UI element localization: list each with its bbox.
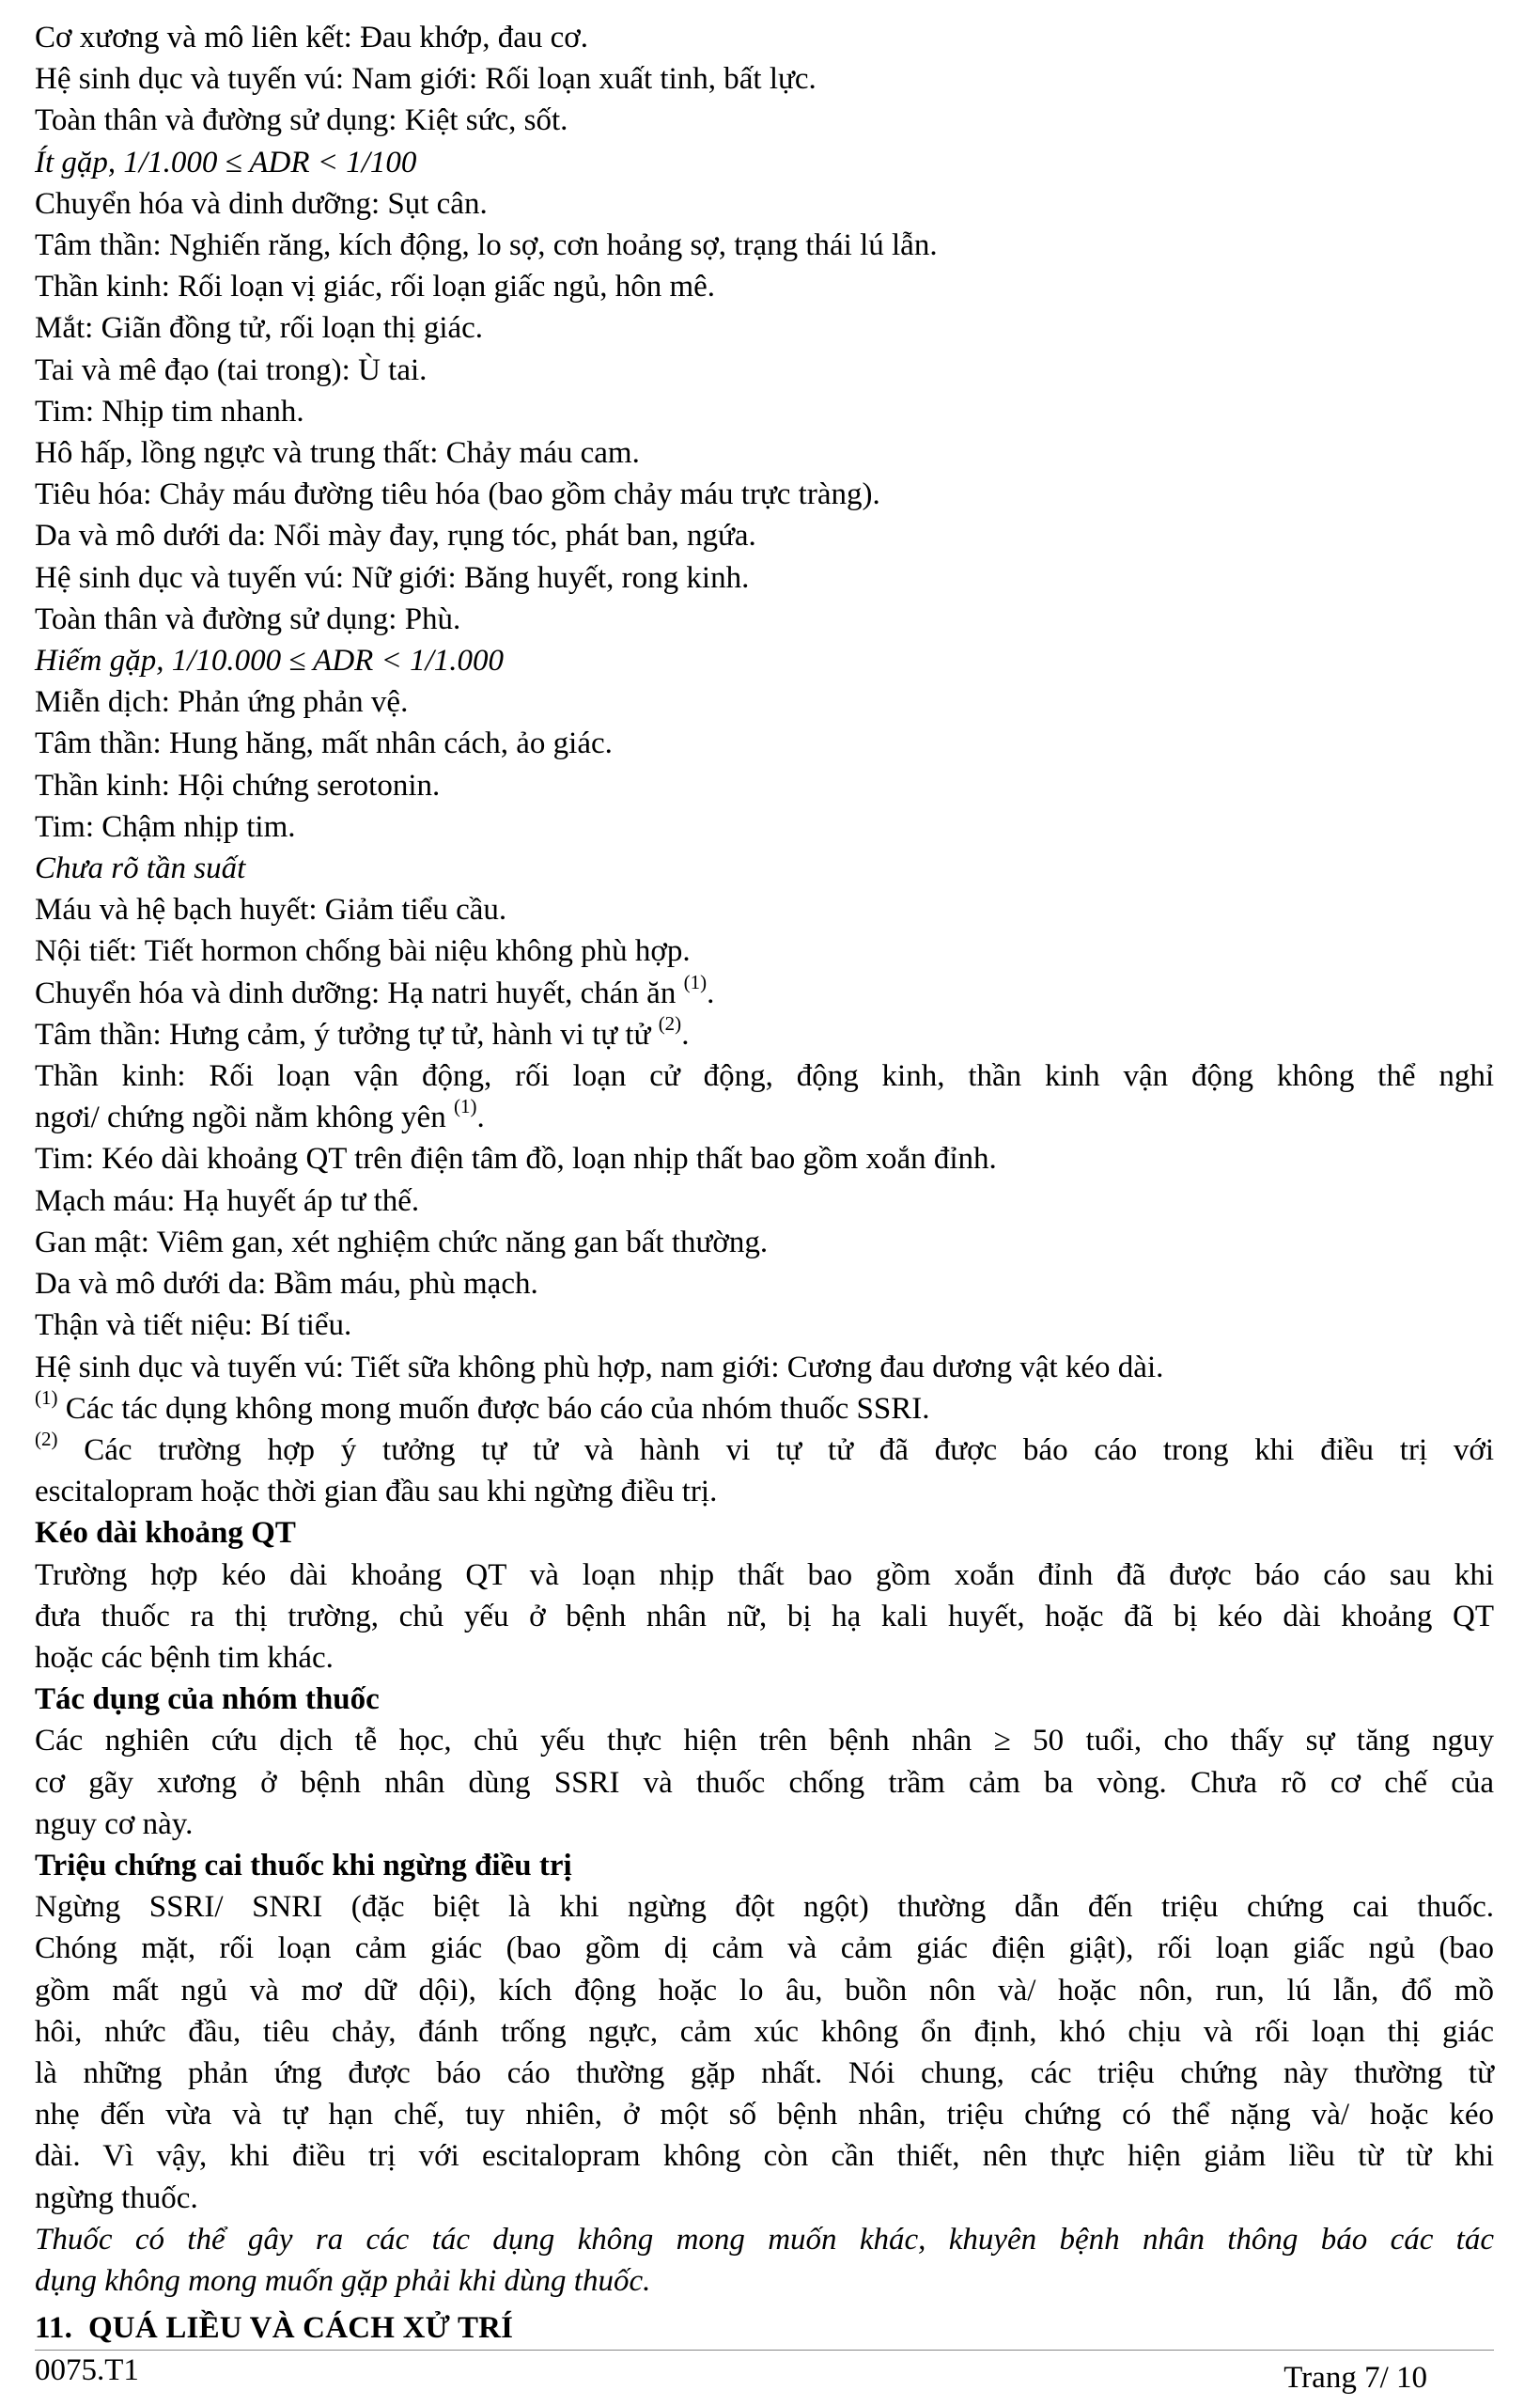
text-line: Máu và hệ bạch huyết: Giảm tiểu cầu.	[35, 893, 507, 928]
text-line: Thần kinh: Hội chứng serotonin.	[35, 768, 441, 803]
advice-line: Thuốc có thể gây ra các tác dụng không mong muốn khác, khuyên bệnh nhân thông báo các tác	[35, 2222, 1494, 2257]
text-line: Tim: Chậm nhịp tim.	[35, 809, 296, 844]
line-text: ngơi/ chứng ngồi nằm không yên	[35, 1101, 446, 1135]
paragraph-line: Các nghiên cứu dịch tễ học, chủ yếu thực hiện trên bệnh nhân ≥ 50 tuổi, cho thấy sự tăng nguy	[35, 1724, 1494, 1758]
text-line: Cơ xương và mô liên kết: Đau khớp, đau cơ.	[35, 21, 589, 55]
text-line: Tim: Kéo dài khoảng QT trên điện tâm đồ, loạn nhịp thất bao gồm xoắn đỉnh.	[35, 1142, 997, 1177]
footer-divider	[35, 2350, 1494, 2351]
text-line: Miễn dịch: Phản ứng phản vệ.	[35, 685, 409, 720]
text-line: Hệ sinh dục và tuyến vú: Nam giới: Rối loạn xuất tinh, bất lực.	[35, 62, 817, 97]
section-number: 11.	[35, 2311, 73, 2346]
text-line: Thận và tiết niệu: Bí tiểu.	[35, 1308, 352, 1343]
footnote-marker: (2)	[35, 1427, 58, 1450]
text-line: Hệ sinh dục và tuyến vú: Nữ giới: Băng huyết, rong kinh.	[35, 560, 750, 595]
text-line: Thần kinh: Rối loạn vị giác, rối loạn giấc ngủ, hôn mê.	[35, 270, 716, 305]
qt-heading: Kéo dài khoảng QT	[35, 1516, 296, 1551]
document-body	[35, 17, 1494, 2349]
paragraph-line: hôi, nhức đầu, tiêu chảy, đánh trống ngực, cảm xúc không ổn định, khó chịu và rối loạn thị giác	[35, 2014, 1494, 2049]
text-line: Tâm thần: Hưng cảm, ý tưởng tự tử, hành vi tự tử $^{(2)}$.	[35, 1011, 690, 1052]
paragraph-line: ngừng thuốc.	[35, 2180, 198, 2215]
footnote-2	[35, 1427, 1495, 1471]
paragraph-line: dài. Vì vậy, khi điều trị với escitalopram không còn cần thiết, nên thực hiện giảm liều từ từ khi	[35, 2139, 1494, 2174]
text-line: Chuyển hóa và dinh dưỡng: Sụt cân.	[35, 186, 488, 221]
footnote-ref: (2)	[658, 1011, 682, 1035]
paragraph-line: gồm mất ngủ và mơ dữ dội), kích động hoặc lo âu, buồn nôn và/ hoặc nôn, run, lú lẫn, đổ mồ	[35, 1973, 1494, 2008]
footnote-2-cont: escitalopram hoặc thời gian đầu sau khi ngừng điều trị.	[35, 1475, 718, 1509]
class-effect-heading: Tác dụng của nhóm thuốc	[35, 1682, 380, 1717]
paragraph-line: Ngừng SSRI/ SNRI (đặc biệt là khi ngừng đột ngột) thường dẫn đến triệu chứng cai thuốc.	[35, 1890, 1494, 1925]
text-line: ngơi/ chứng ngồi nằm không yên $^{(1)}$.	[35, 1095, 485, 1135]
text-line: Tim: Nhịp tim nhanh.	[35, 394, 304, 429]
text-line: Toàn thân và đường sử dụng: Phù.	[35, 602, 461, 636]
footnote-1	[35, 1385, 1494, 1430]
text-line: Tâm thần: Nghiến răng, kích động, lo sợ, cơn hoảng sợ, trạng thái lú lẫn.	[35, 228, 938, 263]
text-line: Da và mô dưới da: Nổi mày đay, rụng tóc, phát ban, ngứa.	[35, 519, 756, 554]
section-heading	[35, 2307, 1494, 2349]
text-line: Tiêu hóa: Chảy máu đường tiêu hóa (bao gồm chảy máu trực tràng).	[35, 477, 880, 512]
page-number: Trang 7/ 10	[1283, 2361, 1427, 2395]
frequency-heading-uncommon: Ít gặp, 1/1.000 ≤ ADR < 1/100	[35, 145, 417, 180]
document-code: 0075.T1	[35, 2353, 139, 2387]
frequency-heading-unknown: Chưa rõ tần suất	[35, 851, 246, 886]
text-line: Thần kinh: Rối loạn vận động, rối loạn cử động, động kinh, thần kinh vận động không thể nghỉ	[35, 1059, 1494, 1094]
text-line: Toàn thân và đường sử dụng: Kiệt sức, sốt.	[35, 103, 568, 138]
advice-line: dụng không mong muốn gặp phải khi dùng thuốc.	[35, 2263, 651, 2298]
footnote-text: Các tác dụng không mong muốn được báo cáo của nhóm thuốc SSRI.	[65, 1391, 930, 1426]
line-text: Chuyển hóa và dinh dưỡng: Hạ natri huyết, chán ăn	[35, 976, 677, 1010]
footnote-ref: (1)	[683, 970, 708, 993]
text-line: Tâm thần: Hung hăng, mất nhân cách, ảo giác.	[35, 726, 613, 761]
text-line: Mạch máu: Hạ huyết áp tư thế.	[35, 1183, 420, 1218]
text-line: Hệ sinh dục và tuyến vú: Tiết sữa không phù hợp, nam giới: Cương đau dương vật kéo dài.	[35, 1350, 1164, 1384]
text-line: Nội tiết: Tiết hormon chống bài niệu không phù hợp.	[35, 934, 691, 969]
paragraph-line: hoặc các bệnh tim khác.	[35, 1640, 334, 1675]
text-line: Chuyển hóa và dinh dưỡng: Hạ natri huyết, chán ăn $^{(1)}$.	[35, 970, 715, 1010]
section-title: QUÁ LIỀU VÀ CÁCH XỬ TRÍ	[87, 2311, 514, 2346]
text-line: Da và mô dưới da: Bầm máu, phù mạch.	[35, 1267, 538, 1302]
text-line: Gan mật: Viêm gan, xét nghiệm chức năng gan bất thường.	[35, 1225, 769, 1259]
paragraph-line: nhẹ đến vừa và tự hạn chế, tuy nhiên, ở một số bệnh nhân, triệu chứng có thể nặng và/ hoặc kéo	[35, 2098, 1494, 2133]
paragraph-line: đưa thuốc ra thị trường, chủ yếu ở bệnh nhân nữ, bị hạ kali huyết, hoặc đã bị kéo dài khoảng QT	[35, 1599, 1494, 1633]
text-line: Tai và mê đạo (tai trong): Ù tai.	[35, 352, 428, 387]
footnote-text: Các trường hợp ý tưởng tự tử và hành vi tự tử đã được báo cáo trong khi điều trị với	[84, 1432, 1495, 1467]
paragraph-line: cơ gãy xương ở bệnh nhân dùng SSRI và thuốc chống trầm cảm ba vòng. Chưa rõ cơ chế của	[35, 1765, 1494, 1800]
paragraph-line: Chóng mặt, rối loạn cảm giác (bao gồm dị cảm và cảm giác điện giật), rối loạn giấc ngủ (bao	[35, 1931, 1494, 1966]
paragraph-line: là những phản ứng được báo cáo thường gặp nhất. Nói chung, các triệu chứng này thường từ	[35, 2055, 1494, 2090]
paragraph-line: Trường hợp kéo dài khoảng QT và loạn nhịp thất bao gồm xoắn đỉnh đã được báo cáo sau khi	[35, 1557, 1494, 1592]
footnote-marker: (1)	[35, 1385, 58, 1409]
paragraph-line: nguy cơ này.	[35, 1806, 194, 1841]
frequency-heading-rare: Hiếm gặp, 1/10.000 ≤ ADR < 1/1.000	[35, 644, 504, 679]
text-line: Hô hấp, lồng ngực và trung thất: Chảy máu cam.	[35, 436, 640, 471]
footnote-ref: (1)	[453, 1095, 477, 1118]
withdrawal-heading: Triệu chứng cai thuốc khi ngừng điều trị	[35, 1848, 572, 1883]
line-text: Tâm thần: Hưng cảm, ý tưởng tự tử, hành vi tự tử	[35, 1017, 651, 1052]
text-line: Mắt: Giãn đồng tử, rối loạn thị giác.	[35, 311, 484, 346]
